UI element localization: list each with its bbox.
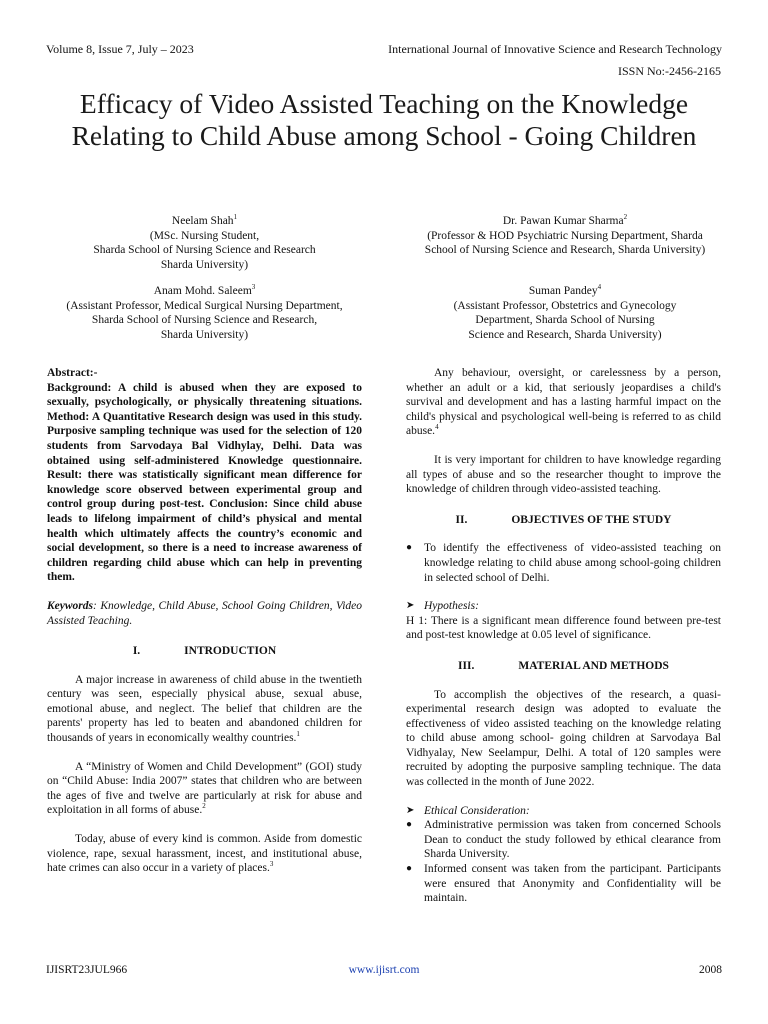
paper-id: IJISRT23JUL966 (46, 964, 128, 976)
journal-link[interactable]: www.ijisrt.com (348, 964, 420, 976)
paper-title: Efficacy of Video Assisted Teaching on the Knowledge Relating to Child Abuse among School - Going Children (71, 88, 697, 151)
author-block-3: Anam Mohd. Saleem$^3$ (Assistant Professor, Medical Surgical Nursing Department, Sharda School of Nursing Science and Research, Sharda University) (66, 283, 343, 341)
hypothesis-heading: ➤ Hypothesis: (406, 600, 479, 613)
intro-paragraph: Today, abuse of every kind is common. Aside from domestic violence, rape, sexual harassment, incest, and institutional abuse, hate crimes can also occur in a variety of places.$^3$ (47, 833, 362, 875)
author-name: Anam Mohd. Saleem (153, 285, 252, 297)
page-footer (46, 964, 722, 980)
ethical-list-item: ● Informed consent was taken from the participant. Participants were ensured that Anonymity and Confidentiality will be maintain. (406, 863, 721, 905)
keywords: Keywords: Knowledge, Child Abuse, School Going Children, Video Assisted Teaching. (47, 599, 362, 627)
bullet-icon: ● (406, 542, 413, 554)
intro-paragraph: A major increase in awareness of child abuse in the twentieth century was seen, especially physical abuse, sexual abuse, emotional abuse, and neglect. The belief that children are the parents' property has led to beaten and abandoned children for thousands of years in economically wealthy countries.$^1$ (47, 673, 362, 745)
ethical-heading: ➤ Ethical Consideration: (406, 804, 530, 817)
page-number: 2008 (699, 964, 722, 976)
body-paragraph: Any behaviour, oversight, or carelessness by a person, whether an adult or a kid, that seriously jeopardises a child's survival and development and has a lasting harmful impact on the child's physical and psychological well-being is referred to as child abuse.$^4$ (406, 367, 721, 438)
left-column (47, 366, 362, 876)
section-heading-objectives: II. OBJECTIVES OF THE STUDY (455, 513, 672, 526)
running-header (46, 42, 722, 58)
hypothesis-text: H 1: There is a significant mean difference found between pre-test and post-test knowledge at 0.05 level of significance. (406, 614, 721, 642)
author-block-4: Suman Pandey$^4$ (Assistant Professor, Obstetrics and Gynecology Department, Sharda School of Nursing Science and Research, Sharda University) (453, 283, 677, 341)
arrow-bullet-icon: ➤ (406, 600, 415, 612)
intro-paragraph: A “Ministry of Women and Child Development” (GOI) study on “Child Abuse: India 2007” states that children who are between the ages of five and twelve are particularly at risk for abuse and exploitation in all forms of abuse.$^2$ (47, 760, 362, 817)
methods-paragraph: To accomplish the objectives of the research, a quasi-experimental research design was adopted to evaluate the effectiveness of video assisted teaching on the knowledge relating to child abuse among school- going children at Sarvodaya Bal Vidhyalay, New Seelampur, Delhi. A total of 120 samples were recruited by adopting the purposive sampling technique. The data was collected in the month of June 2022. (406, 688, 721, 789)
author-name: Neelam Shah (171, 215, 234, 227)
author-name: Suman Pandey (528, 285, 598, 297)
section-heading-introduction: I. INTRODUCTION (132, 645, 277, 658)
bullet-icon: ● (406, 863, 413, 875)
author-name: Dr. Pawan Kumar Sharma (502, 215, 624, 227)
right-column (406, 366, 721, 906)
section-heading-methods: III. MATERIAL AND METHODS (458, 659, 669, 672)
arrow-bullet-icon: ➤ (406, 804, 415, 816)
bullet-icon: ● (406, 819, 413, 831)
issn: ISSN No:-2456-2165 (617, 64, 721, 78)
author-block-1: Neelam Shah$^1$ (MSc. Nursing Student, Sharda School of Nursing Science and Research Sharda University) (93, 213, 316, 271)
author-block-2: Dr. Pawan Kumar Sharma$^2$ (Professor & HOD Psychiatric Nursing Department, Sharda School of Nursing Science and Research, Sharda University) (424, 213, 706, 256)
abstract-body: Background: A child is abused when they are exposed to sexually, psychologically, or physically threatening situations. Method: A Quantitative Research design was used in this study. Purposive sampling technique was used for the selection of 120 students from Sarvodaya Bal Vidhylay, Delhi. Data was obtained using self-administered Knowledge questionnaire. Result: there was statistically significant mean difference for knowledge score observed between experimental group and control group during post-test. Conclusion: Since child abuse leads to lifelong impairment of child’s physical and mental health which ultimately affects the country’s economic and social development, so there is a need to increase awareness of children regarding child abuse which can help in preventing them. (47, 381, 362, 584)
abstract-heading: Abstract:- (47, 367, 98, 379)
journal-name: International Journal of Innovative Science and Research Technology (388, 42, 722, 56)
volume-info: Volume 8, Issue 7, July – 2023 (46, 42, 194, 56)
body-paragraph: It is very important for children to have knowledge regarding all types of abuse and so the researcher thought to improve the knowledge of children through video-assisted teaching. (406, 453, 721, 496)
ethical-list-item: ● Administrative permission was taken from concerned Schools Dean to conduct the study followed by ethical clearance from Sharda University. (406, 819, 721, 861)
objective-list-item: ● To identify the effectiveness of video-assisted teaching on knowledge relating to child abuse among school-going children in selected school of Delhi. (406, 542, 721, 584)
